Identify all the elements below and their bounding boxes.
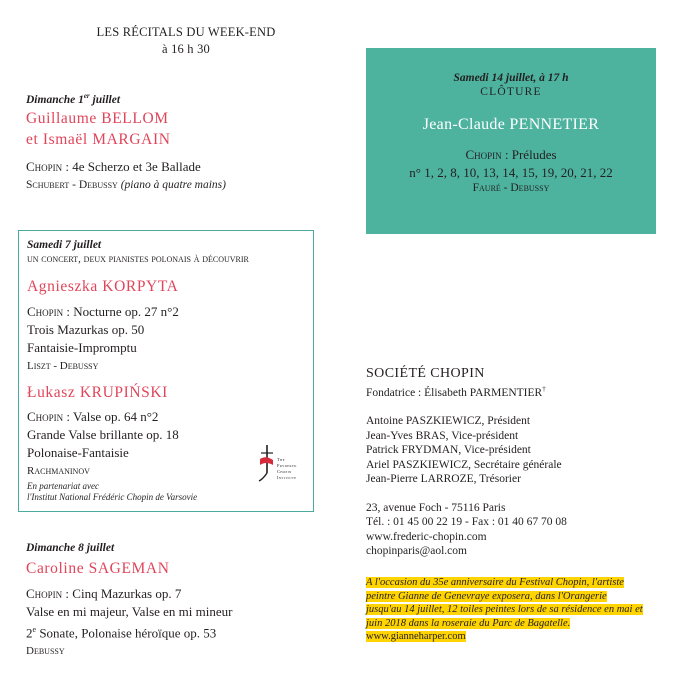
notice-line: peintre Gianne de Genevraye exposera, dans l'Orangerie (366, 590, 607, 602)
closing-last: Fauré - Debussy (472, 182, 550, 194)
society-phone: Tél. : 01 45 00 22 19 - Fax : 01 40 67 70 08 (366, 516, 567, 529)
notice-line: juin 2018 dans la roseraie du Parc de Bagatelle. (366, 617, 571, 629)
closing-box (366, 48, 656, 234)
recital-2-date: Samedi 7 juillet (27, 239, 102, 251)
pianist-1-line-4: Liszt - Debussy (27, 360, 99, 372)
closing-prelude-numbers: n° 1, 2, 8, 10, 13, 14, 15, 19, 20, 21, 22 (409, 165, 613, 180)
recital-3-line-2: Valse en mi majeur, Valse en mi mineur (26, 604, 233, 619)
pianist-1-line-2: Trois Mazurkas op. 50 (27, 322, 145, 337)
partner-line-2: l'Institut National Frédéric Chopin de Varsovie (27, 492, 198, 502)
header-title: LES RÉCITALS DU WEEK-END (96, 25, 276, 39)
society-block (366, 366, 666, 559)
recital-3 (26, 542, 326, 660)
recital-1-program-1: Chopin : 4e Scherzo et 3e Ballade (26, 158, 201, 174)
recital-3-artist: Caroline SAGEMAN (26, 560, 170, 577)
recital-1 (26, 92, 326, 194)
pianist-2-line-1: Chopin : Valse op. 64 n°2 (27, 409, 159, 424)
society-member: Jean-Pierre LARROZE, Trésorier (366, 473, 521, 486)
closing-artist: Jean-Claude PENNETIER (422, 116, 600, 133)
notice-line: jusqu'au 14 juillet, 12 toiles peintes lors de sa résidence en mai et (366, 604, 643, 615)
society-website-link[interactable]: www.frederic-chopin.com (366, 530, 487, 543)
society-member: Jean-Yves BRAS, Vice-président (366, 429, 519, 442)
closing-label: CLÔTURE (480, 86, 542, 98)
recital-3-date: Dimanche 8 juillet (26, 542, 115, 554)
recital-2-subtitle: un concert, deux pianistes polonais à découvrir (27, 253, 249, 265)
recital-2-box (18, 230, 314, 512)
society-title: SOCIÉTÉ CHOPIN (366, 366, 485, 381)
recital-3-line-4: Debussy (26, 645, 65, 658)
recital-1-program-2: Schubert - Debussy (piano à quatre mains) (26, 178, 226, 191)
society-address: 23, avenue Foch - 75116 Paris (366, 501, 506, 514)
society-email-link[interactable]: chopinparis@aol.com (366, 545, 467, 558)
notice-line: A l'occasion du 35e anniversaire du Festival Chopin, l'artiste (366, 577, 624, 588)
piano-key-icon (255, 443, 277, 487)
partner-line-1: En partenariat avec (27, 481, 99, 491)
pianist-1-name: Agnieszka KORPYTA (27, 278, 179, 295)
pianist-2-line-2: Grande Valse brillante op. 18 (27, 427, 179, 442)
society-member: Patrick FRYDMAN, Vice-président (366, 444, 531, 457)
society-member: Antoine PASZKIEWICZ, Président (366, 415, 531, 428)
chopin-institute-logo (255, 443, 309, 489)
recital-1-artist-2: et Ismaël MARGAIN (26, 130, 171, 148)
society-founder: Fondatrice : Élisabeth PARMENTIER† (366, 385, 546, 399)
recital-3-line-3: 2e Sonate, Polonaise héroïque op. 53 (26, 625, 217, 641)
pianist-2-name: Łukasz KRUPIŃSKI (27, 384, 168, 401)
header-time: à 16 h 30 (162, 42, 210, 56)
recital-1-artist-1: Guillaume BELLOM (26, 109, 169, 127)
society-member: Ariel PASZKIEWICZ, Secrétaire générale (366, 458, 562, 471)
recital-1-date: Dimanche 1er juillet (26, 92, 121, 106)
closing-program-title: Chopin : Préludes (465, 147, 557, 162)
notice-url-link[interactable]: www.gianneharper.com (366, 631, 466, 642)
pianist-2-line-4: Rachmaninov (27, 465, 90, 477)
logo-caption: The Fryderyk Chopin Institute (277, 457, 297, 480)
pianist-1-line-1: Chopin : Nocturne op. 27 n°2 (27, 304, 179, 319)
pianist-1-line-3: Fantaisie-Impromptu (27, 340, 137, 355)
weekend-header (60, 24, 312, 58)
closing-date: Samedi 14 juillet, à 17 h (453, 72, 569, 84)
pianist-2-line-3: Polonaise-Fantaisie (27, 445, 129, 460)
exhibition-notice (366, 576, 666, 644)
recital-3-line-1: Chopin : Cinq Mazurkas op. 7 (26, 586, 182, 601)
